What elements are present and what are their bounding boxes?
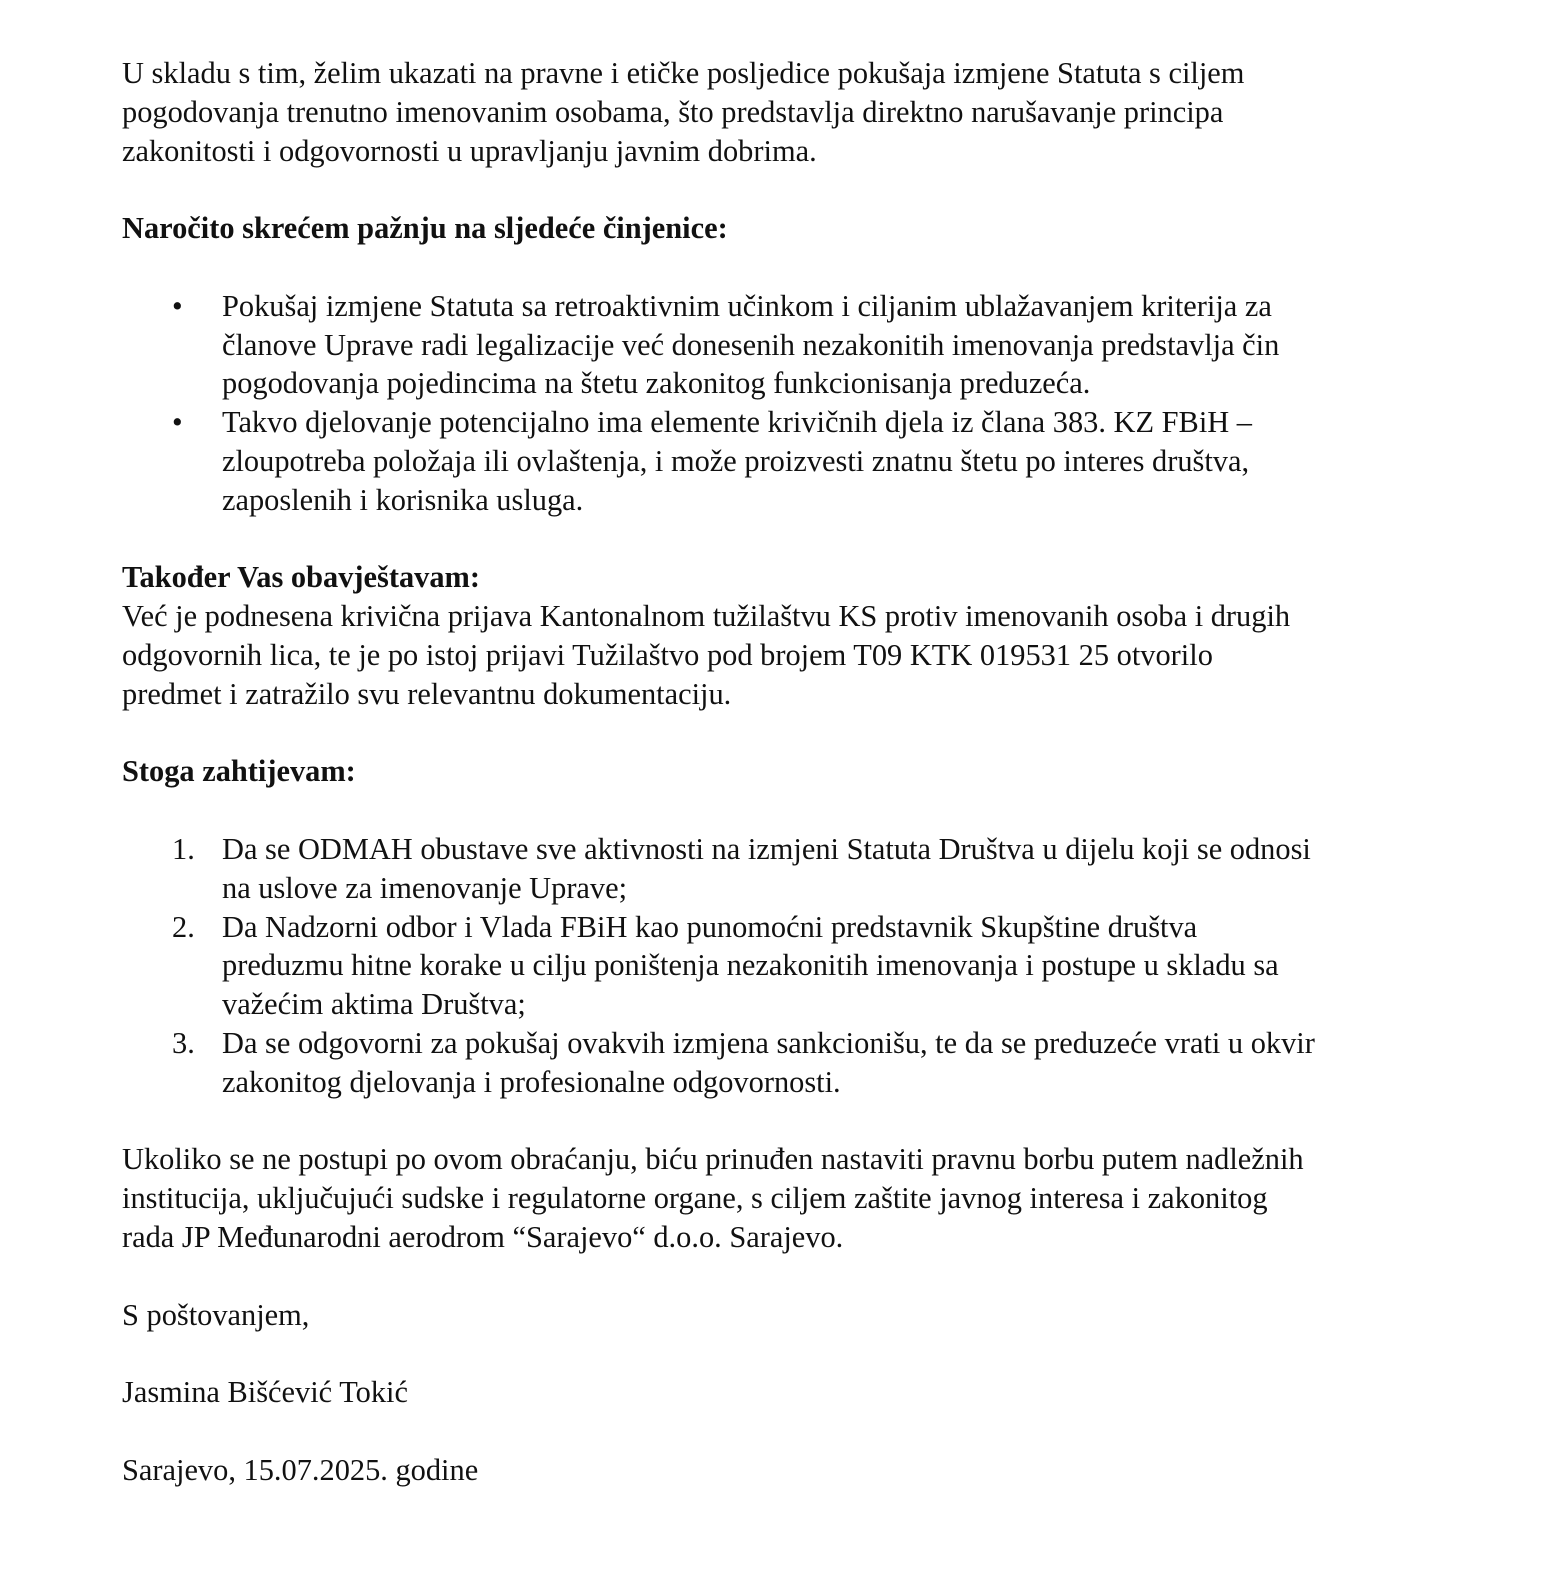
text-line: Takvo djelovanje potencijalno ima elemente krivičnih djela iz člana 383. KZ FBiH – [222,405,1253,440]
heading-demands: Stoga zahtijevam: [122,754,356,789]
text-line: važećim aktima Društva; [222,987,526,1022]
text-line: Već je podnesena krivična prijava Kantonalnom tužilaštvu KS protiv imenovanih osoba i drugih [122,599,1291,634]
item-number: 3. [172,1025,195,1060]
text-line: zloupotreba položaja ili ovlaštenja, i može proizvesti znatnu štetu po interes društva, [222,443,1250,478]
demand-item [122,830,1553,908]
demand-text [222,830,1553,908]
place-date: Sarajevo, 15.07.2025. godine [122,1452,479,1487]
text-line: preduzmu hitne korake u cilju poništenja nezakonitih imenovanja i postupe u skladu sa [222,948,1279,983]
bullet-marker: • [172,288,183,323]
demand-item [122,1024,1553,1102]
text-line: Da se odgovorni za pokušaj ovakvih izmjena sankcionišu, te da se preduzeće vrati u okvir [222,1025,1315,1060]
demand-text [222,908,1553,1024]
text-line: Ukoliko se ne postupi po ovom obraćanju, biću prinuđen nastaviti pravnu borbu putem nadležnih [122,1142,1304,1177]
item-number: 2. [172,909,195,944]
text-line: na uslove za imenovanje Uprave; [222,870,628,905]
text-line: zaposlenih i korisnika usluga. [222,482,584,517]
intro-paragraph [122,54,1553,170]
text-line: Da Nadzorni odbor i Vlada FBiH kao punomoćni predstavnik Skupštine društva [222,909,1198,944]
notice-paragraph [122,597,1553,713]
item-number: 1. [172,831,195,866]
text-line: zakonitog djelovanja i profesionalne odgovornosti. [222,1064,841,1099]
final-paragraph [122,1140,1553,1256]
closing: S poštovanjem, [122,1297,310,1332]
facts-bullet-list [122,287,1553,520]
bullet-item [122,403,1553,519]
text-line: predmet i zatražilo svu relevantnu dokumentaciju. [122,676,732,711]
text-line: U skladu s tim, želim ukazati na pravne i etičke posljedice pokušaja izmjene Statuta s ciljem [122,56,1245,90]
text-line: Pokušaj izmjene Statuta sa retroaktivnim učinkom i ciljanim ublažavanjem kriterija za [222,288,1272,323]
demand-item [122,908,1553,1024]
text-line: Da se ODMAH obustave sve aktivnosti na izmjeni Statuta Društva u dijelu koji se odnosi [222,831,1311,866]
signature-name: Jasmina Bišćević Tokić [122,1375,408,1410]
text-line: članove Uprave radi legalizacije već donesenih nezakonitih imenovanja predstavlja čin [222,327,1280,362]
bullet-text [222,403,1553,519]
text-line: odgovornih lica, te je po istoj prijavi Tužilaštvo pod brojem T09 KTK 019531 25 otvorilo [122,637,1213,672]
heading-notice: Također Vas obavještavam: [122,560,480,595]
demand-text [222,1024,1553,1102]
text-line: pogodovanja trenutno imenovanim osobama, što predstavlja direktno narušavanje principa [122,94,1224,129]
heading-facts: Naročito skrećem pažnju na sljedeće činjenice: [122,211,728,246]
text-line: pogodovanja pojedincima na štetu zakonitog funkcionisanja preduzeća. [222,366,1091,401]
bullet-text [222,287,1553,403]
text-line: rada JP Međunarodni aerodrom “Sarajevo“ d.o.o. Sarajevo. [122,1219,844,1254]
text-line: zakonitosti i odgovornosti u upravljanju javnim dobrima. [122,133,817,168]
text-line: institucija, uključujući sudske i regulatorne organe, s ciljem zaštite javnog interesa i zakonitog [122,1181,1268,1216]
bullet-marker: • [172,405,183,440]
bullet-item [122,287,1553,403]
demands-numbered-list [122,830,1553,1102]
